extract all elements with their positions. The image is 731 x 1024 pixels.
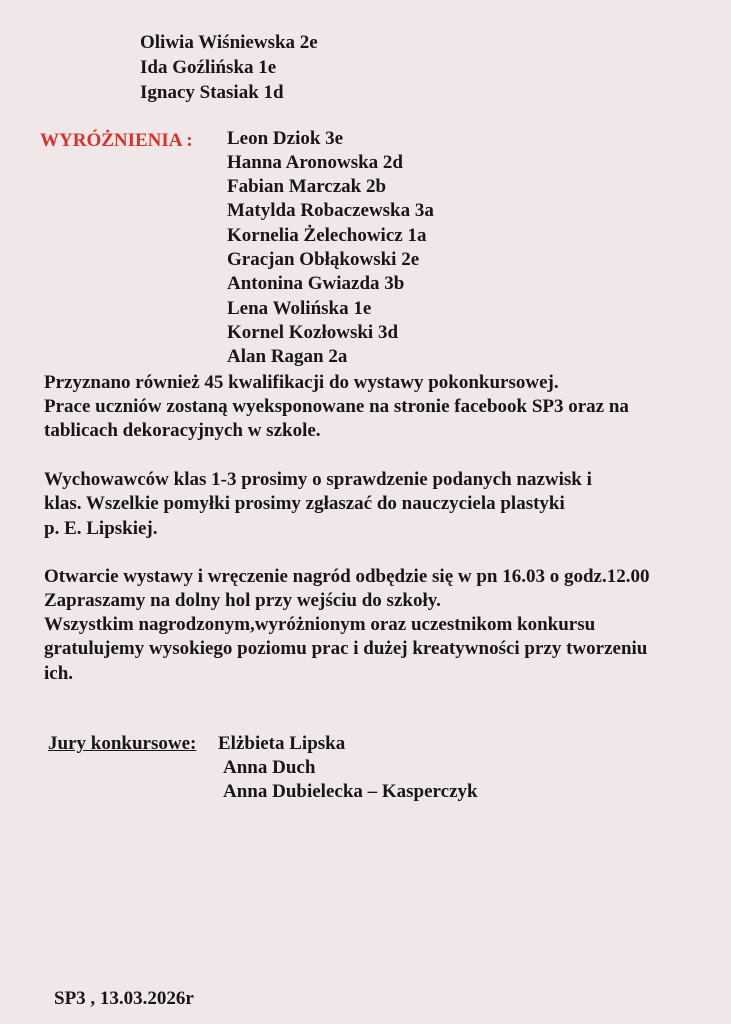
paragraph-line: Przyznano również 45 kwalifikacji do wystawy pokonkursowej. (44, 372, 559, 393)
paragraph-line: p. E. Lipskiej. (44, 518, 158, 539)
honors-label: WYRÓŻNIENIA : (40, 130, 193, 151)
paragraph-line: Wszystkim nagrodzonym,wyróżnionym oraz uczestnikom konkursu (44, 614, 596, 635)
paragraph-line: tablicach dekoracyjnych w szkole. (44, 420, 321, 441)
honor-name: Alan Ragan 2a (227, 346, 348, 367)
jury-member: Elżbieta Lipska (218, 733, 346, 754)
paragraph-line: ich. (44, 663, 74, 684)
paragraph-line: Prace uczniów zostaną wyeksponowane na stronie facebook SP3 oraz na (44, 396, 629, 417)
paragraph-line: Wychowawców klas 1-3 prosimy o sprawdzenie podanych nazwisk i (44, 469, 592, 490)
winner-line: Ignacy Stasiak 1d (140, 82, 284, 103)
honor-name: Kornel Kozłowski 3d (227, 322, 399, 343)
paragraph-line: gratulujemy wysokiego poziomu prac i dużej kreatywności przy tworzeniu (44, 638, 648, 659)
honor-name: Antonina Gwiazda 3b (227, 273, 405, 294)
honor-name: Leon Dziok 3e (227, 128, 344, 149)
honor-name: Gracjan Obłąkowski 2e (227, 249, 420, 270)
honor-name: Lena Wolińska 1e (227, 298, 372, 319)
paragraph-line: klas. Wszelkie pomyłki prosimy zgłaszać do nauczyciela plastyki (44, 493, 565, 514)
winner-line: Ida Goźlińska 1e (140, 57, 277, 78)
jury-label: Jury konkursowe: (48, 733, 197, 754)
honor-name: Kornelia Żelechowicz 1a (227, 225, 427, 246)
honor-name: Matylda Robaczewska 3a (227, 200, 434, 221)
jury-member: Anna Dubielecka – Kasperczyk (223, 781, 478, 802)
footer-date: SP3 , 13.03.2026r (54, 988, 194, 1009)
winner-line: Oliwia Wiśniewska 2e (140, 32, 318, 53)
paragraph-line: Zapraszamy na dolny hol przy wejściu do szkoły. (44, 590, 441, 611)
paragraph-line: Otwarcie wystawy i wręczenie nagród odbędzie się w pn 16.03 o godz.12.00 (44, 566, 650, 587)
honor-name: Hanna Aronowska 2d (227, 152, 403, 173)
honor-name: Fabian Marczak 2b (227, 176, 387, 197)
jury-member: Anna Duch (223, 757, 316, 778)
